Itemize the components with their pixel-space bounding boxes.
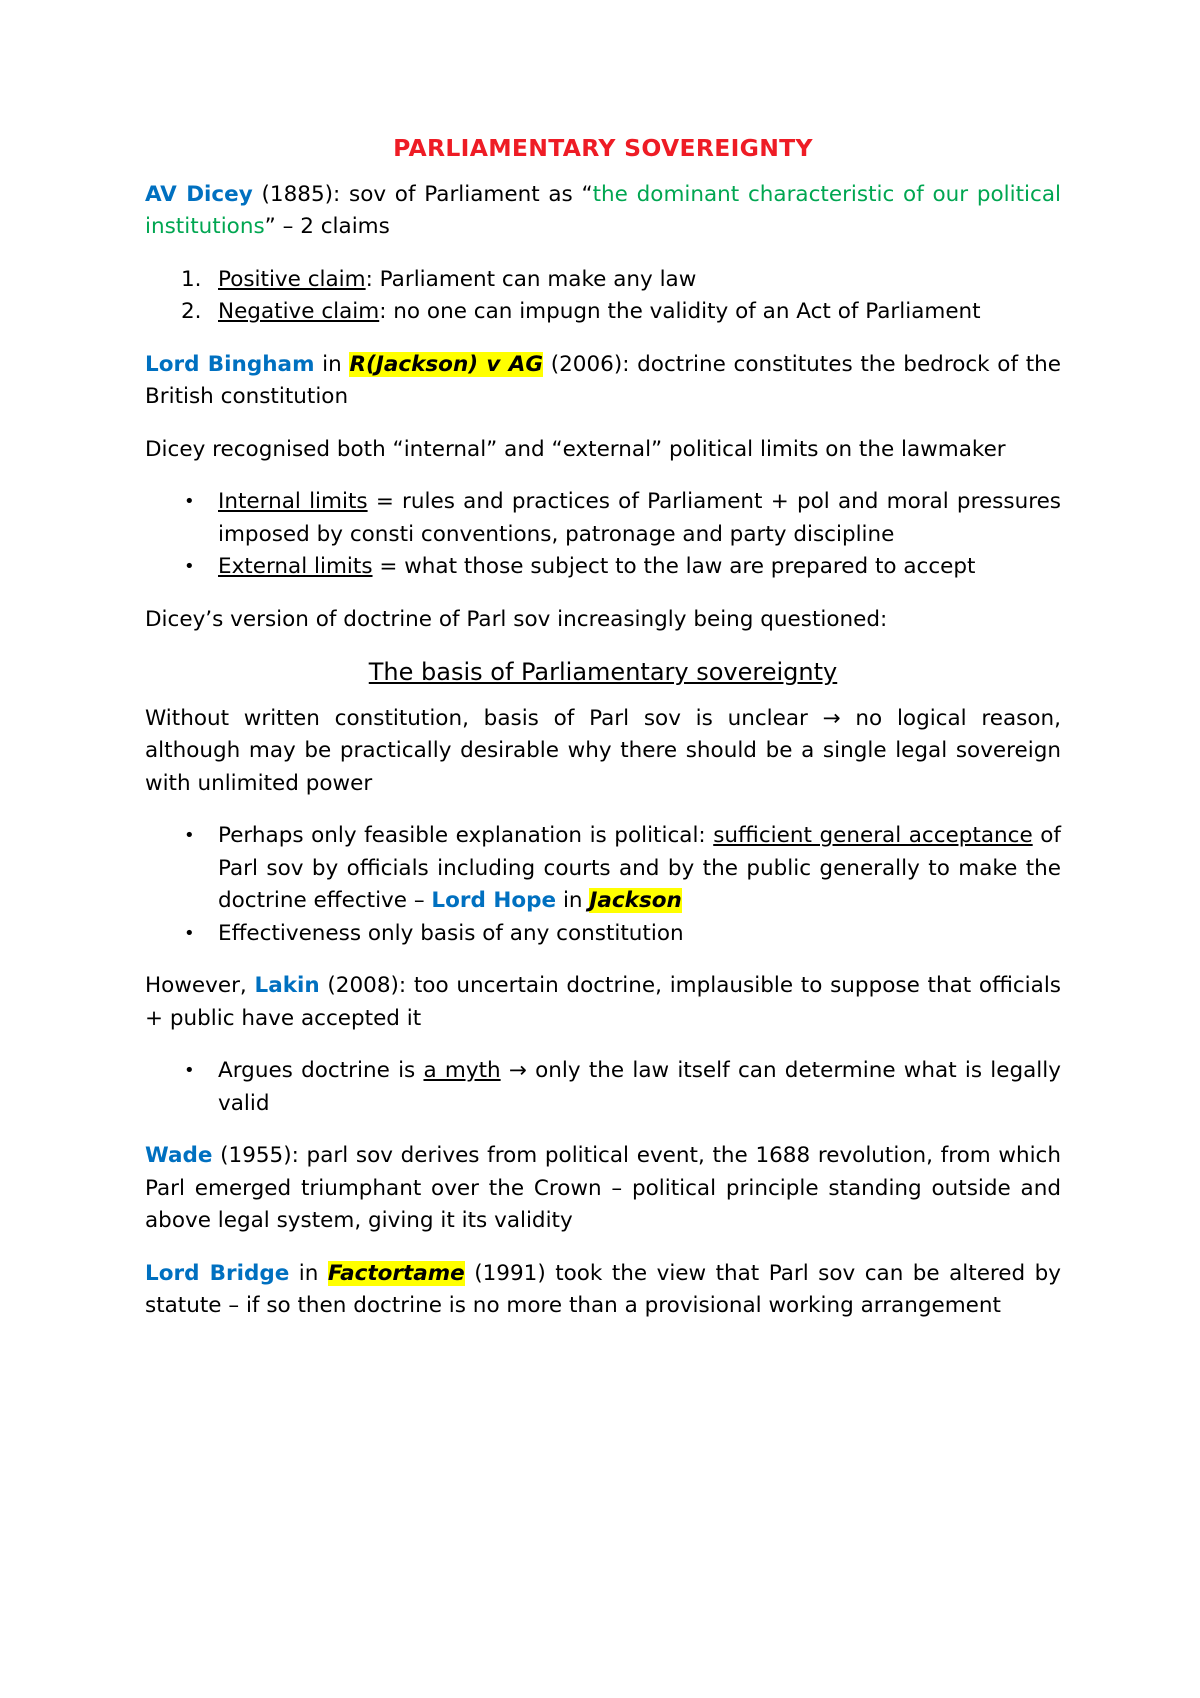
paragraph-text: in: [314, 351, 350, 377]
list-text: → only the law itself can determine what is legally valid: [218, 1058, 1061, 1116]
paragraph-bingham: [145, 349, 1061, 414]
paragraph-basis: Without written constitution, basis of Parl sov is unclear → no logical reason, although may be practically desirable why there should be a single legal sovereign with unlimited power: [145, 705, 1061, 796]
section-heading: The basis of Parliamentary sovereignty: [368, 658, 838, 686]
list-item: [145, 820, 1061, 918]
limits-list: [145, 486, 1061, 584]
list-text: Perhaps only feasible explanation is political:: [218, 823, 714, 848]
underlined-term: Positive claim: [218, 266, 366, 292]
basis-list: [145, 820, 1061, 950]
bullet-icon: •: [184, 825, 195, 846]
case-name: Factortame: [327, 1260, 465, 1286]
paragraph-text: (2006): doctrine constitutes the bedrock of the British constitution: [145, 351, 1061, 409]
author-name: AV Dicey: [145, 181, 253, 207]
list-number: 2.: [181, 299, 202, 324]
list-item: [145, 551, 1061, 584]
list-text: Argues doctrine is: [218, 1058, 424, 1083]
author-name: Lord Bridge: [145, 1260, 290, 1286]
list-text: Effectiveness only basis of any constitution: [218, 920, 684, 946]
list-text: : no one can impugn the validity of an Act of Parliament: [379, 299, 981, 324]
list-item: [145, 486, 1061, 551]
bullet-icon: •: [184, 491, 195, 512]
lakin-list: [145, 1055, 1061, 1120]
bullet-icon: •: [184, 556, 195, 577]
list-text: in: [556, 888, 590, 913]
paragraph-text: (1955): parl sov derives from political event, the 1688 revolution, from which Parl emerged triumphant over the Crown – political principle standing outside and above legal system, giving it its validity: [145, 1143, 1061, 1233]
list-item: [145, 296, 1061, 329]
paragraph-text: However,: [145, 973, 255, 998]
list-item: [145, 264, 1061, 297]
paragraph-questioned: Dicey’s version of doctrine of Parl sov increasingly being questioned:: [145, 606, 888, 632]
paragraph-text: (1991) took the view that Parl sov can be altered by statute – if so then doctrine is no more than a provisional working arrangement: [145, 1260, 1062, 1318]
author-name: Lord Hope: [431, 888, 557, 913]
paragraph-lakin: [145, 970, 1061, 1035]
list-text: = what those subject to the law are prepared to accept: [372, 554, 976, 579]
document-body: [145, 132, 1061, 1343]
list-item: [145, 918, 1061, 951]
case-name: Jackson: [589, 888, 682, 913]
paragraph-text: (1885): sov of Parliament as “: [252, 181, 593, 207]
bullet-icon: •: [184, 1060, 195, 1081]
underlined-term: External limits: [218, 554, 373, 579]
list-item: [145, 1055, 1061, 1120]
paragraph-text: in: [289, 1260, 328, 1286]
list-text: of Parl sov by officials including courts and by the public generally to make the doctrine effective –: [218, 823, 1061, 913]
page-title: PARLIAMENTARY SOVEREIGNTY: [393, 134, 813, 162]
paragraph-dicey: [145, 179, 1061, 244]
list-text: : Parliament can make any law: [365, 266, 697, 292]
bullet-icon: •: [184, 922, 195, 944]
claims-list: [145, 264, 1061, 329]
author-name: Lakin: [254, 973, 320, 998]
list-text: = rules and practices of Parliament + pol and moral pressures imposed by consti conventions, patronage and party discipline: [218, 489, 1061, 547]
list-number: 1.: [181, 266, 202, 292]
underlined-term: sufficient general acceptance: [713, 823, 1033, 848]
underlined-term: a myth: [423, 1058, 501, 1083]
quotation: the dominant characteristic of our political institutions: [145, 181, 1061, 239]
paragraph-text: (2008): too uncertain doctrine, implausible to suppose that officials + public have accepted it: [145, 973, 1062, 1031]
author-name: Wade: [145, 1143, 213, 1168]
underlined-term: Internal limits: [218, 489, 368, 514]
case-name: R(Jackson) v AG: [349, 351, 544, 377]
paragraph-bridge: [145, 1258, 1061, 1323]
underlined-term: Negative claim: [218, 299, 380, 324]
paragraph-limits: Dicey recognised both “internal” and “external” political limits on the lawmaker: [145, 436, 1006, 462]
paragraph-text: ” – 2 claims: [264, 214, 390, 239]
author-name: Lord Bingham: [145, 351, 315, 377]
paragraph-wade: [145, 1140, 1061, 1238]
